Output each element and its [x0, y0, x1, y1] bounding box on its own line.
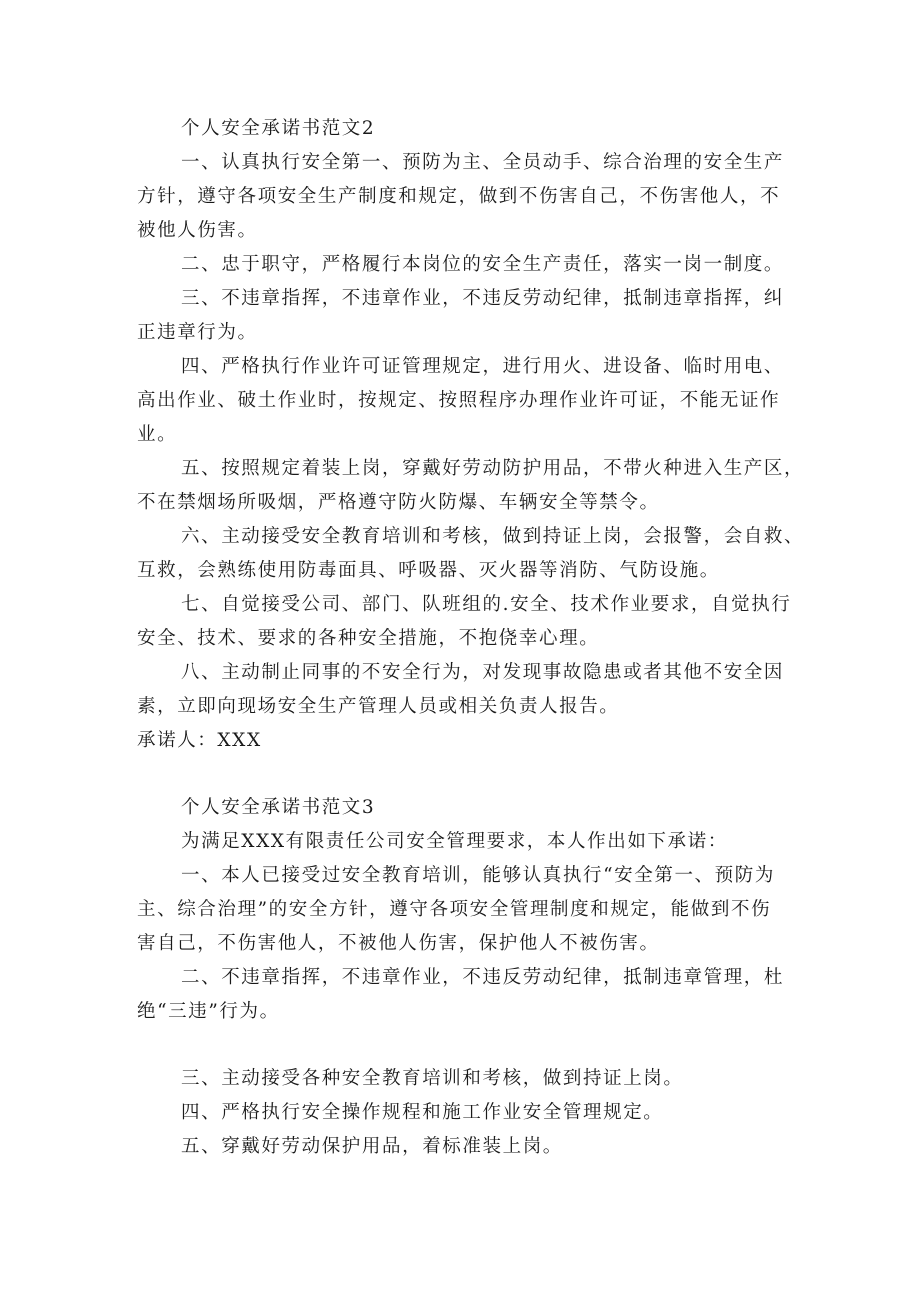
paragraph-line: 六、主动接受安全教育培训和考核，做到持证上岗，会报警，会自救、: [181, 526, 805, 547]
paragraph-6: [137, 520, 805, 588]
section-2: [137, 112, 805, 758]
paragraph-line: 不在禁烟场所吸烟，严格遵守防火防爆、车辆安全等禁令。: [137, 492, 660, 513]
paragraph-line: 方针，遵守各项安全生产制度和规定，做到不伤害自己，不伤害他人，不: [137, 186, 781, 207]
paragraph-4: [137, 350, 785, 452]
paragraph-line: 四、严格执行安全操作规程和施工作业安全管理规定。: [181, 1102, 664, 1123]
paragraph-line: 一、本人已接受过安全教育培训，能够认真执行“安全第一、预防为: [181, 865, 775, 886]
paragraph-line: 素，立即向现场安全生产管理人员或相关负责人报告。: [137, 696, 620, 717]
paragraph-line: 正违章行为。: [137, 322, 258, 343]
paragraph-line: 二、不违章指挥，不违章作业，不违反劳动纪律，抵制违章管理，杜: [181, 967, 785, 988]
paragraph-1: [137, 859, 785, 961]
paragraph-line: 害自己，不伤害他人，不被他人伤害，保护他人不被伤害。: [137, 933, 660, 954]
paragraph-line: 七、自觉接受公司、部门、队班组的.安全、技术作业要求，自觉执行: [181, 594, 792, 615]
paragraph-line: 被他人伤害。: [137, 220, 258, 241]
paragraph-2: [137, 961, 785, 1029]
paragraph-line: 三、主动接受各种安全教育培训和考核，做到持证上岗。: [181, 1068, 684, 1089]
paragraph-line: 五、穿戴好劳动保护用品，着标准装上岗。: [181, 1136, 563, 1157]
paragraph-line: 四、严格执行作业许可证管理规定，进行用火、进设备、临时用电、: [181, 356, 785, 377]
paragraph-line: 安全、技术、要求的各种安全措施，不抱侥幸心理。: [137, 628, 600, 649]
paragraph-7: [137, 588, 792, 656]
paragraph-8: [137, 656, 785, 724]
paragraph-line: 主、综合治理”的安全方针，遵守各项安全管理制度和规定，能做到不伤: [137, 899, 772, 920]
section-title: 个人安全承诺书范文2: [181, 118, 376, 139]
paragraph-spacer: [137, 1029, 785, 1062]
paragraph-line: 二、忠于职守，严格履行本岗位的安全生产责任，落实一岗一制度。: [181, 254, 785, 275]
section-3: [137, 791, 785, 1164]
paragraph-5: [137, 452, 805, 520]
paragraph-line: 八、主动制止同事的不安全行为，对发现事故隐患或者其他不安全因: [181, 662, 785, 683]
paragraph-line: 三、不违章指挥，不违章作业，不违反劳动纪律，抵制违章指挥，纠: [181, 288, 785, 309]
signer-line: 承诺人：XXX: [137, 730, 262, 751]
paragraph-2: [137, 248, 785, 282]
document-page: [137, 112, 805, 1164]
section-title: 个人安全承诺书范文3: [181, 797, 376, 818]
paragraph-line: 高出作业、破土作业时，按规定、按照程序办理作业许可证，不能无证作: [137, 390, 781, 411]
paragraph-line: 互救，会熟练使用防毒面具、呼吸器、灭火器等消防、气防设施。: [137, 560, 720, 581]
intro-line: 为满足XXX有限责任公司安全管理要求，本人作出如下承诺：: [181, 831, 728, 852]
paragraph-1: [137, 146, 785, 248]
paragraph-line: 一、认真执行安全第一、预防为主、全员动手、综合治理的安全生产: [181, 152, 785, 173]
paragraph-line: 业。: [137, 424, 178, 445]
paragraph-3: [137, 282, 785, 350]
paragraph-line: 绝“三违”行为。: [137, 1001, 280, 1022]
section-spacer: [137, 758, 785, 791]
paragraph-line: 五、按照规定着装上岗，穿戴好劳动防护用品，不带火种进入生产区，: [181, 458, 805, 479]
